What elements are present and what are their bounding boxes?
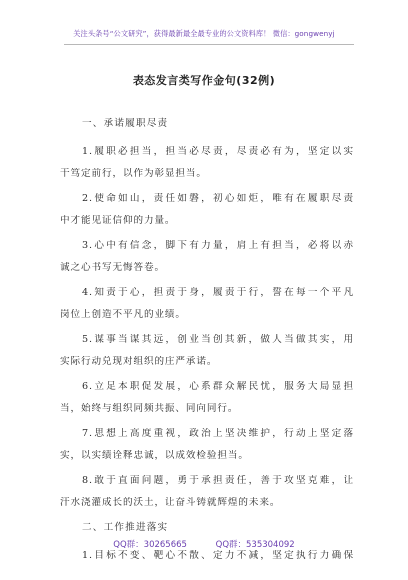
list-item <box>60 475 354 509</box>
footer-qq-group-1: QQ群：30265665 <box>113 540 187 550</box>
item-line: 岗位上创造不平凡的业绩。 <box>60 309 186 320</box>
list-item <box>60 381 354 415</box>
item-line: 2.使命如山，责任如磐，初心如炬，唯有在履职尽责 <box>82 193 354 204</box>
list-item <box>60 240 354 274</box>
item-line: 8.敢于直面问题，勇于承担责任，善于攻坚克难，让 <box>82 475 354 486</box>
item-line: 1.履职必担当，担当必尽责，尽责必有为，坚定以实 <box>82 146 354 157</box>
item-line: 7.思想上高度重视，政治上坚决维护，行动上坚定落 <box>82 428 354 439</box>
list-item <box>60 287 354 321</box>
item-line: 诚之心书写无悔答卷。 <box>60 262 165 273</box>
section-heading-commitment: 一、承诺履职尽责 <box>82 118 169 129</box>
list-item <box>60 428 354 462</box>
header-divider <box>64 44 354 45</box>
item-line: 汗水浇灌成长的沃土，让奋斗铸就辉煌的未来。 <box>60 497 281 508</box>
item-line: 6.立足本职促发展，心系群众解民忧，服务大局显担 <box>82 381 354 392</box>
document-body <box>60 118 354 575</box>
item-line: 实际行动兑现对组织的庄严承诺。 <box>60 356 218 367</box>
item-line: 4.知责于心，担责于身，履责于行，誓在每一个平凡 <box>82 287 354 298</box>
list-item <box>60 193 354 227</box>
item-line: 中才能见证信仰的力量。 <box>60 215 176 226</box>
item-line: 实，以实绩诠释忠诚，以成效检验担当。 <box>60 450 249 461</box>
item-line: 当，始终与组织同频共振、同向同行。 <box>60 403 239 414</box>
document-title: 表态发言类写作金句(32例) <box>132 74 276 87</box>
header-banner: 关注头条号“公文研究”，获得最新最全最专业的公文资料库！ 微信：gongwenyj <box>73 29 335 38</box>
item-line: 3.心中有信念，脚下有力量，肩上有担当，必将以赤 <box>82 240 354 251</box>
item-line: 干笃定前行，以作为彰显担当。 <box>60 168 207 179</box>
item-line: 5.谋事当谋其远，创业当创其新，做人当做其实，用 <box>82 334 354 345</box>
list-item <box>60 334 354 368</box>
list-item <box>60 550 354 562</box>
list-item <box>60 146 354 180</box>
item-line: 1.目标不变、靶心不散、定力不减，坚定执行力确保 <box>82 550 354 561</box>
footer-qq-group-2: QQ群：535304092 <box>215 540 295 550</box>
section-heading-implementation: 二、工作推进落实 <box>82 522 169 533</box>
footer-contact <box>0 538 408 550</box>
